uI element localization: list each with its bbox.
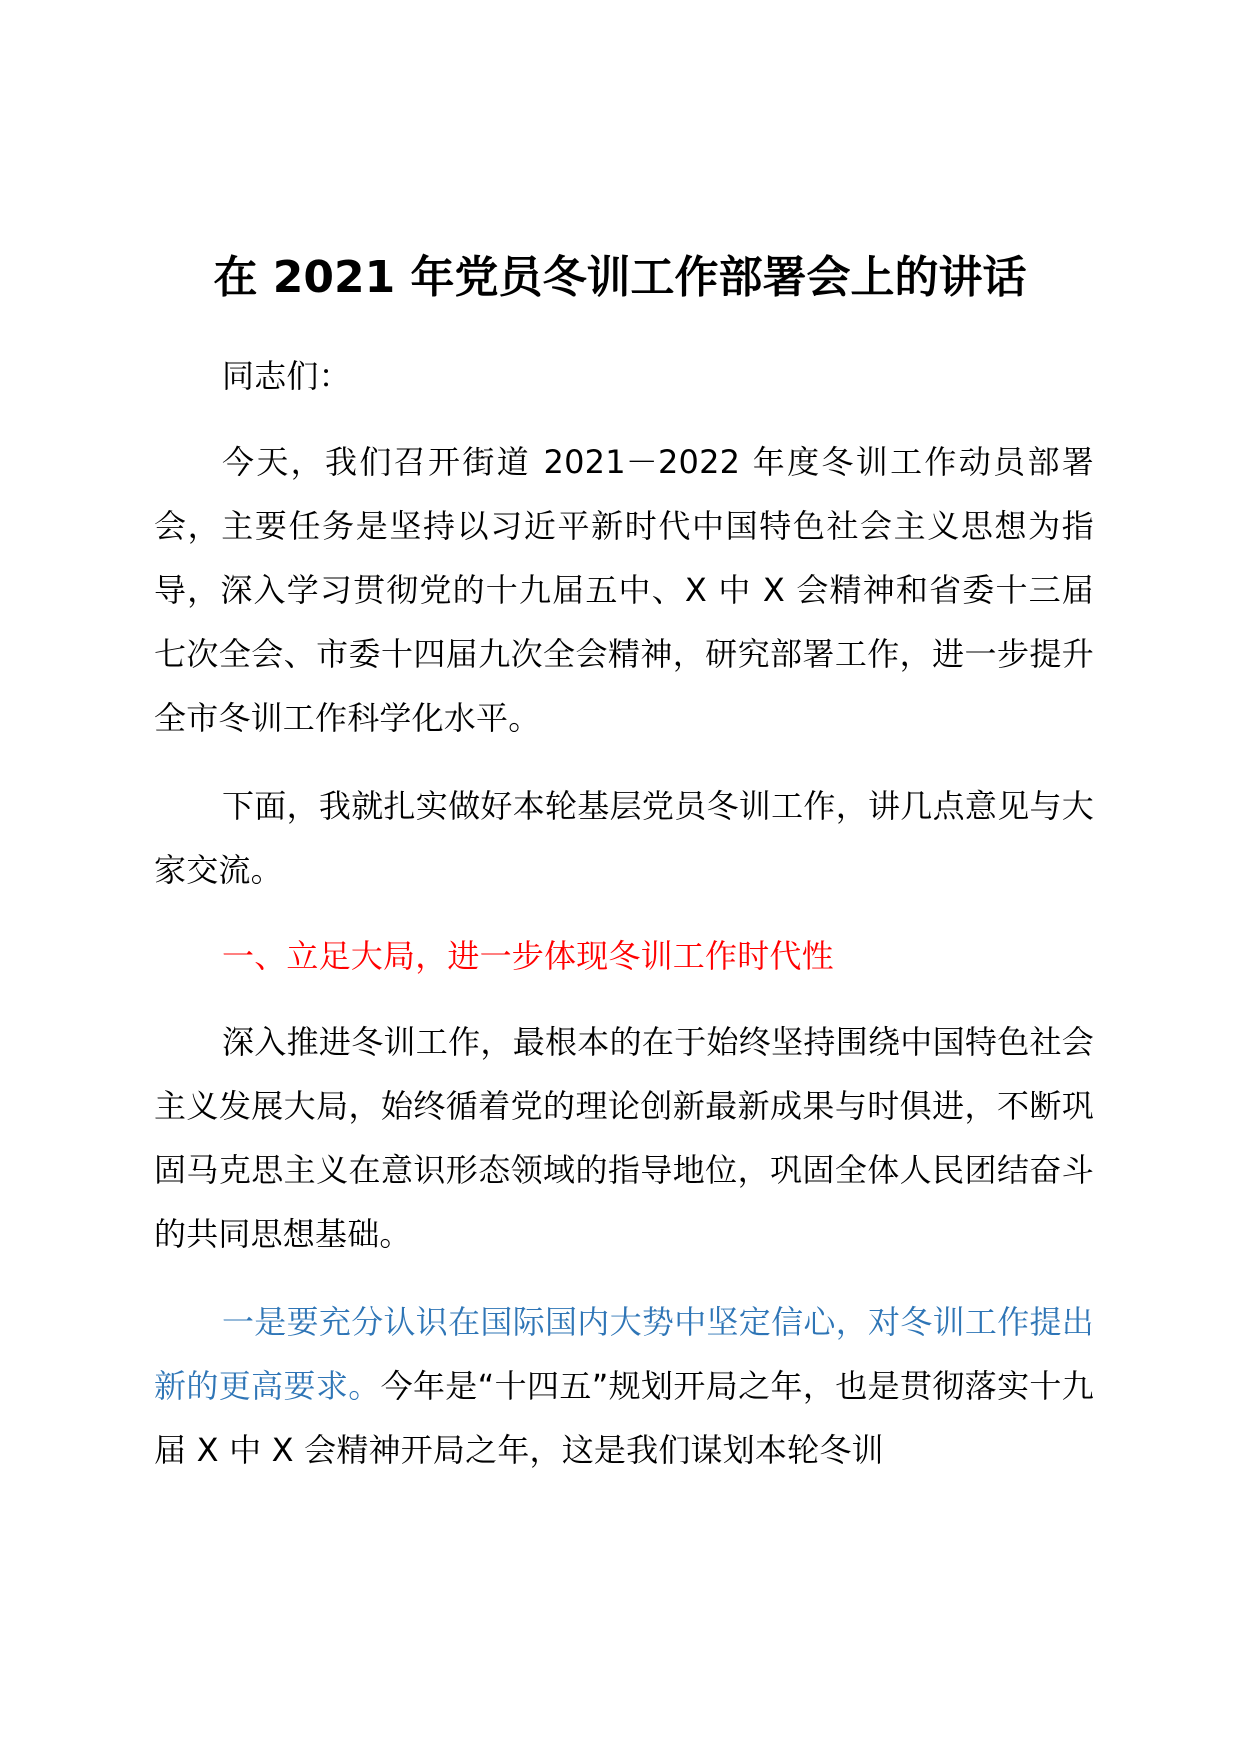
paragraph-transition: 下面，我就扎实做好本轮基层党员冬训工作，讲几点意见与大家交流。 (154, 787, 1094, 889)
point-1-body: 今年是“十四五”规划开局之年，也是贯彻落实十九届 X 中 X 会精神开局之年，这是我们谋划本轮冬训 (154, 1367, 1094, 1469)
paragraph-intro: 今天，我们召开街道 2021－2022 年度冬训工作动员部署会，主要任务是坚持以习近平新时代中国特色社会主义思想为指导，深入学习贯彻党的十九届五中、X 中 X 会精神和省委十三届七次全会、市委十四届九次全会精神，研究部署工作，进一步提升全市冬训工作科学化水平。 (154, 443, 1094, 737)
paragraph-section-1: 深入推进冬训工作，最根本的在于始终坚持围绕中国特色社会主义发展大局，始终循着党的理论创新最新成果与时俱进，不断巩固马克思主义在意识形态领域的指导地位，巩固全体人民团结奋斗的共同思想基础。 (154, 1023, 1094, 1253)
greeting: 同志们： (222, 357, 351, 395)
document-title: 在 2021 年党员冬训工作部署会上的讲话 (213, 252, 1027, 303)
point-1-lead: 一是要充分认识在国际国内大势中坚定信心，对冬训工作提出新的更高要求。 (154, 1303, 1094, 1405)
section-heading-1: 一、立足大局，进一步体现冬训工作时代性 (222, 937, 834, 975)
paragraph-point-1 (154, 1290, 1094, 1482)
